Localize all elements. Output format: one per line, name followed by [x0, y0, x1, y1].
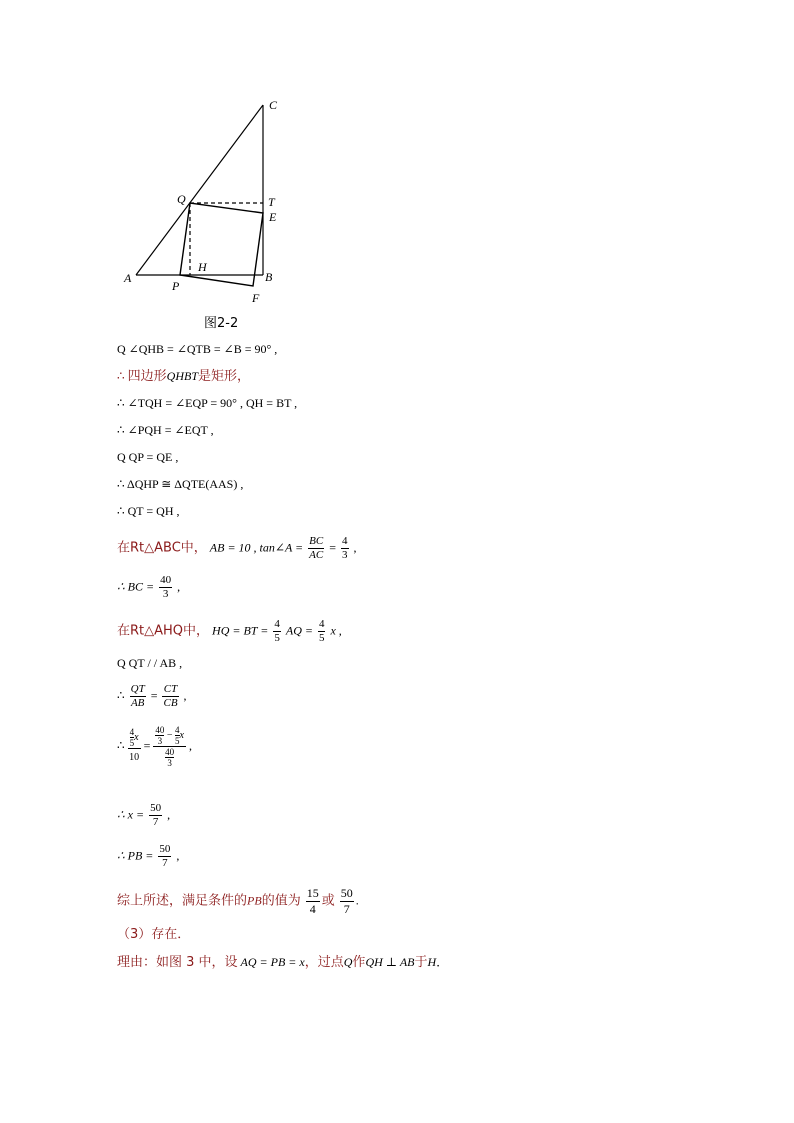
- equals: =: [150, 688, 158, 703]
- geometry-figure: [110, 90, 310, 310]
- period: ．: [436, 955, 449, 969]
- segment-AC: [136, 105, 263, 275]
- fraction-bc-ac: $\frac{BC}{AC}$: [309, 535, 324, 561]
- fraction-4-5-b: $\frac{4}{5}$: [318, 618, 325, 644]
- equals: =: [329, 540, 336, 555]
- fraction-15-4: $\frac{15}{4}$: [306, 886, 319, 916]
- square-PQEF: [180, 203, 263, 286]
- proof-line-16: [117, 886, 359, 917]
- var-Q: Q: [343, 955, 353, 969]
- text-in-rt-ahq: 在Rt△AHQ中，: [117, 623, 210, 639]
- proof-line-3: ∴ ∠TQH = ∠EQP = 90° , QH = BT ,: [117, 396, 298, 410]
- var-PB: PB: [247, 893, 262, 908]
- label-A: A: [124, 271, 132, 285]
- label-C: C: [269, 98, 278, 112]
- text-in-rt-abc: 在Rt△ABC中，: [117, 540, 207, 556]
- label-F: F: [252, 291, 260, 305]
- proof-line-9: [117, 574, 180, 601]
- math-ab-tan: AB = 10 , tan∠A =: [209, 540, 304, 555]
- text-or: 或: [321, 893, 335, 909]
- proof-line-18: [117, 953, 448, 972]
- text-quadrilateral: 四边形: [127, 369, 167, 384]
- proof-line-6: ∴ ΔQHP ≅ ΔQTE(AAS) ,: [117, 477, 244, 491]
- text-through-point: ，过点: [304, 955, 344, 970]
- comma: ,: [167, 807, 171, 822]
- math-hq-bt: HQ = BT =: [212, 623, 269, 638]
- math-aq: AQ =: [285, 623, 313, 638]
- fraction-4-5: $\frac{4}{5}$: [274, 618, 280, 644]
- text-draw: 作: [352, 955, 366, 970]
- math-bc-equals: ∴ BC =: [117, 579, 155, 594]
- math-qh-perp-ab: QH ⊥ AB: [365, 955, 415, 969]
- proof-line-8: [117, 535, 357, 562]
- proof-line-2: [117, 367, 250, 386]
- proof-line-10: [117, 618, 342, 645]
- math-aq-pb-x: AQ = PB = x: [240, 955, 305, 969]
- math-x-equals: ∴ x =: [117, 807, 145, 822]
- label-B: B: [265, 270, 273, 284]
- proof-line-17: （3）存在．: [117, 927, 191, 942]
- equals: =: [143, 738, 151, 753]
- label-P: P: [172, 279, 180, 293]
- text-at: 于: [414, 955, 428, 970]
- label-Q: Q: [177, 192, 186, 206]
- label-T: T: [268, 195, 275, 209]
- label-H: H: [198, 260, 207, 274]
- proof-line-12: [117, 683, 187, 710]
- proof-line-11: Q QT / / AB ,: [117, 656, 183, 670]
- proof-line-4: ∴ ∠PQH = ∠EQT ,: [117, 423, 214, 437]
- math-x: x ,: [330, 623, 342, 638]
- therefore-symbol: ∴: [117, 369, 125, 383]
- therefore-symbol: ∴: [117, 738, 125, 753]
- text-reason: 理由：如图 3 中，设: [117, 955, 238, 970]
- fraction-50-7: $\frac{50}{7}$: [150, 802, 162, 828]
- comma: ,: [353, 540, 357, 555]
- period: .: [355, 893, 359, 908]
- proof-line-1: Q ∠QHB = ∠QTB = ∠B = 90° ,: [117, 342, 278, 356]
- text-value-is: 的值为: [261, 893, 301, 909]
- comma: ,: [183, 688, 187, 703]
- proof-line-14: [117, 802, 170, 829]
- compound-fraction-left: $\frac{4}{5}$ x 10: [129, 726, 140, 763]
- figure-caption: 图2-2: [204, 316, 239, 331]
- fraction-ct-cb: $\frac{CT}{CB}$: [163, 683, 178, 709]
- fraction-40-3: $\frac{40}{3}$: [160, 574, 172, 600]
- var-QHBT: QHBT: [166, 369, 198, 383]
- comma: ,: [176, 848, 180, 863]
- math-pb-equals: ∴ PB =: [117, 848, 154, 863]
- proof-line-13: [117, 725, 192, 768]
- therefore-symbol: ∴: [117, 688, 125, 703]
- text-is-rectangle: 是矩形，: [198, 369, 251, 384]
- label-E: E: [269, 210, 277, 224]
- comma: ,: [177, 579, 181, 594]
- proof-line-15: [117, 843, 179, 870]
- fraction-50-7-b: $\frac{50}{7}$: [159, 843, 171, 869]
- text-summary: 综上所述，满足条件的: [117, 893, 248, 909]
- comma: ,: [188, 738, 192, 753]
- proof-line-5: Q QP = QE ,: [117, 450, 179, 464]
- fraction-4-3: $\frac{4}{3}$: [342, 535, 348, 561]
- fraction-qt-ab: $\frac{QT}{AB}$: [130, 683, 145, 709]
- var-H: H: [427, 955, 437, 969]
- fraction-50-7-c: $\frac{50}{7}$: [340, 886, 353, 916]
- proof-line-7: ∴ QT = QH ,: [117, 504, 180, 518]
- compound-fraction-right: $\frac{40}{3}$ − $\frac{4}{5}$ x $\frac{40}{3}$: [155, 725, 184, 768]
